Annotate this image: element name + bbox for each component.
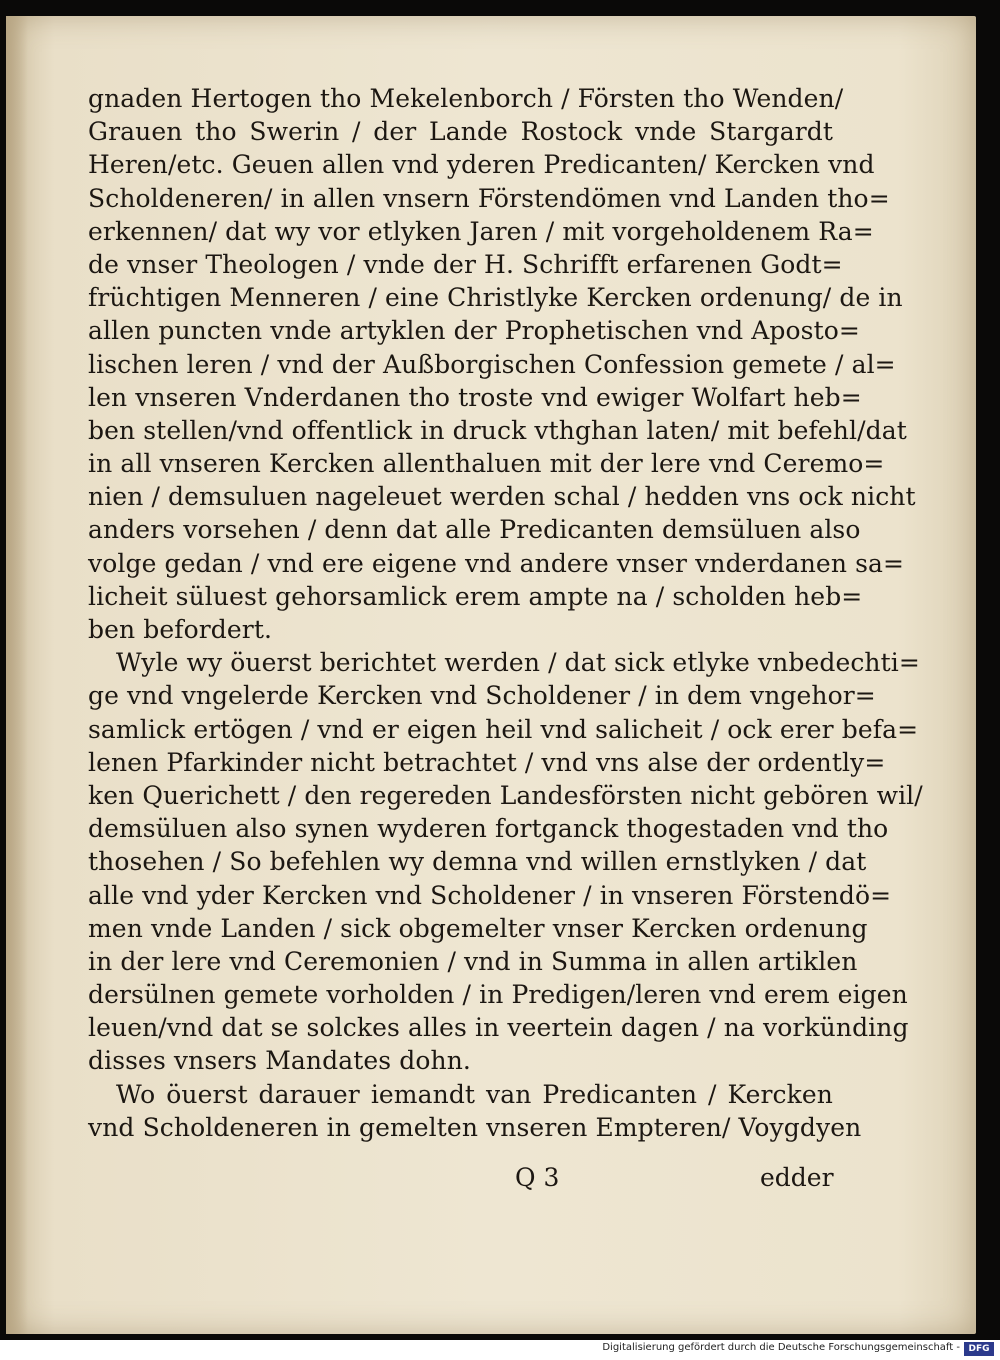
text-line: vnd Scholdeneren in gemelten vnseren Empteren/ Voygdyen: [88, 1112, 862, 1142]
text-line: disses vnsers Mandates dohn.: [88, 1046, 471, 1076]
text-line: früchtigen Menneren / eine Christlyke Kercken ordenung/ de in: [88, 283, 903, 313]
page-text-block: [88, 82, 923, 1144]
text-line: in all vnseren Kercken allenthaluen mit der lere vnd Ceremo=: [88, 449, 885, 479]
text-line: lenen Pfarkinder nicht betrachtet / vnd vns alse der ordently=: [88, 747, 886, 777]
text-line: ge vnd vngelerde Kercken vnd Scholdener / in dem vngehor=: [88, 681, 876, 711]
text-line: len vnseren Vnderdanen tho troste vnd ewiger Wolfart heb=: [88, 382, 862, 412]
text-line: de vnser Theologen / vnde der H. Schrifft erfarenen Godt=: [88, 249, 843, 279]
text-line: alle vnd yder Kercken vnd Scholdener / in vnseren Förstendö=: [88, 880, 892, 910]
dfg-logo-icon: DFG: [964, 1342, 994, 1356]
text-line: ben befordert.: [88, 615, 273, 644]
text-line: demsüluen also synen wyderen fortganck thogestaden vnd tho: [88, 814, 889, 844]
paragraph-start-line: Wyle wy öuerst berichtet werden / dat sick etlyke vnbedechti=: [116, 648, 920, 678]
text-line: thosehen / So befehlen wy demna vnd willen ernstlyken / dat: [88, 847, 867, 877]
text-line: allen puncten vnde artyklen der Prophetischen vnd Aposto=: [88, 316, 860, 346]
text-line: licheit süluest gehorsamlick erem ampte na / scholden heb=: [88, 581, 863, 611]
text-line: volge gedan / vnd ere eigene vnd andere vnser vnderdanen sa=: [88, 548, 905, 578]
text-line: dersülnen gemete vorholden / in Predigen/leren vnd erem eigen: [88, 980, 908, 1010]
text-line: nien / demsuluen nageleuet werden schal / hedden vns ock nicht: [88, 482, 916, 512]
text-line: ken Querichett / den regereden Landesförsten nicht gebören wil/: [88, 780, 923, 810]
page-gutter-shadow: [6, 16, 28, 1334]
catchword: edder: [760, 1163, 834, 1192]
text-line: Heren/etc. Geuen allen vnd yderen Predicanten/ Kercken vnd: [88, 150, 875, 180]
digitization-credit: Digitalisierung gefördert durch die Deutsche Forschungsgemeinschaft -: [602, 1342, 960, 1353]
text-line: anders vorsehen / denn dat alle Predicanten demsüluen also: [88, 515, 861, 545]
text-line: samlick ertögen / vnd er eigen heil vnd salicheit / ock erer befa=: [88, 714, 919, 744]
text-line: lischen leren / vnd der Außborgischen Confession gemete / al=: [88, 349, 896, 379]
text-line: gnaden Hertogen tho Mekelenborch / Försten tho Wenden/: [88, 84, 844, 113]
text-line: in der lere vnd Ceremonien / vnd in Summa in allen artiklen: [88, 946, 858, 976]
text-line: Grauen tho Swerin / der Lande Rostock vnde Stargardt: [88, 117, 833, 147]
signature-mark: Q 3: [515, 1163, 560, 1192]
paragraph-start-line: Wo öuerst darauer iemandt van Predicanten / Kercken: [116, 1079, 833, 1109]
text-line: leuen/vnd dat se solckes alles in veertein dagen / na vorkünding: [88, 1013, 909, 1043]
text-line: erkennen/ dat wy vor etlyken Jaren / mit vorgeholdenem Ra=: [88, 216, 874, 246]
text-line: men vnde Landen / sick obgemelter vnser Kercken ordenung: [88, 913, 868, 943]
text-line: ben stellen/vnd offentlick in druck vthghan laten/ mit befehl/dat: [88, 415, 907, 445]
text-line: Scholdeneren/ in allen vnsern Förstendömen vnd Landen tho=: [88, 183, 890, 213]
